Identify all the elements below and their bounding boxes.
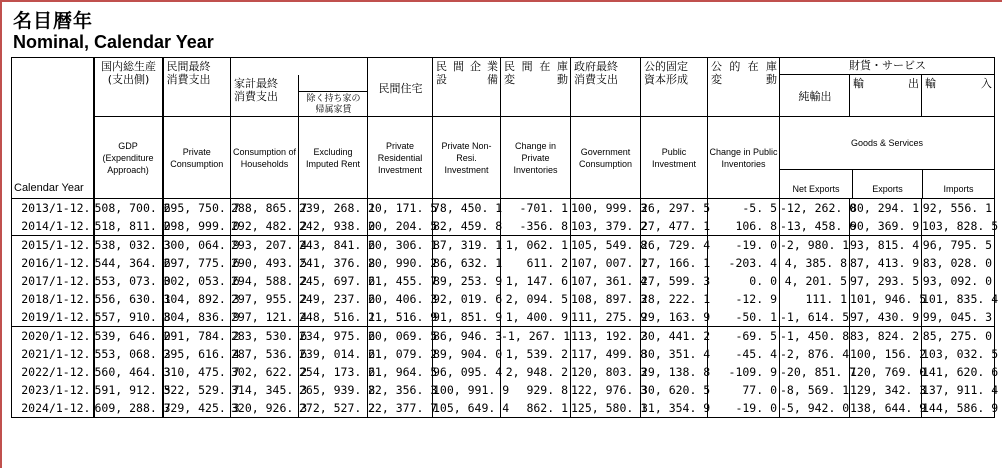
government-cell: 120, 803. 3 — [571, 365, 648, 379]
imports-cell: 99, 045. 3 — [922, 308, 995, 327]
nonresi-cell: 78, 450. 1 — [433, 199, 501, 218]
private-inventories-cell: 1, 147. 6 — [501, 272, 571, 290]
private-consumption-cell: 322, 529. 7 — [163, 383, 240, 397]
header-public-inventories-en: Change in Public Inventories — [708, 117, 780, 199]
nonresi-cell: 100, 991. 9 — [433, 383, 510, 397]
private-consumption-cell: 295, 616. 4 — [163, 347, 240, 361]
header-government-jp: 政府最終 消費支出 — [571, 58, 641, 117]
households-cell: 292, 482. 2 — [231, 217, 299, 236]
households-cell: 287, 536. 6 — [231, 347, 308, 361]
net-exports-cell: -13, 458. 6 — [780, 217, 850, 236]
government-cell: 107, 007. 1 — [571, 256, 648, 270]
private-inventories-cell: 862. 1 — [501, 399, 571, 418]
year-cell: 2017/1-12. — [12, 272, 94, 290]
public-inventories-cell: 77. 0 — [708, 381, 780, 399]
year-cell: 2013/1-12. — [12, 199, 94, 218]
table-row — [12, 199, 995, 218]
imports-cell: 103, 032. 5 — [922, 347, 999, 361]
residential-cell: 20, 069. 5 — [368, 327, 433, 346]
year-cell: 2020/1-12. — [12, 327, 94, 346]
public-inventories-cell: -19. 0 — [708, 236, 780, 255]
public-inventories-cell: 0. 0 — [708, 272, 780, 290]
government-cell: 122, 976. 3 — [571, 383, 648, 397]
nonresi-cell: 89, 253. 9 — [433, 274, 503, 288]
residential-cell: 21, 516. 9 — [368, 308, 433, 327]
table-row — [12, 363, 995, 381]
government-cell: 117, 499. 8 — [571, 347, 648, 361]
private-consumption-cell: 304, 836. 9 — [163, 308, 231, 327]
public-investment-cell: 27, 477. 1 — [641, 217, 708, 236]
private-inventories-cell: 1, 062. 1 — [501, 236, 571, 255]
private-consumption-cell: 298, 999. 0 — [163, 217, 231, 236]
households-cell: 293, 207. 4 — [231, 236, 299, 255]
nonresi-cell: 87, 319. 1 — [433, 236, 501, 255]
year-cell: 2023/1-12. — [12, 381, 94, 399]
government-cell: 100, 999. 3 — [571, 199, 641, 218]
nonresi-cell: 82, 459. 8 — [433, 217, 501, 236]
public-investment-cell: 30, 620. 5 — [641, 383, 711, 397]
private-inventories-cell: 2, 948. 2 — [501, 363, 571, 381]
exports-cell: 83, 824. 2 — [850, 327, 922, 346]
public-inventories-cell: -12. 9 — [708, 290, 780, 308]
net-exports-cell: -2, 876. 4 — [780, 347, 850, 361]
imports-cell: 83, 028. 0 — [922, 254, 995, 272]
net-exports-cell: -5, 942. 0 — [780, 399, 850, 418]
imports-cell: 101, 835. 4 — [922, 292, 999, 306]
header-public-investment-jp: 公的固定 資本形成 — [641, 58, 708, 117]
private-consumption-cell: 297, 775. 6 — [163, 256, 240, 270]
residential-cell: 20, 204. 5 — [368, 217, 433, 236]
gdp-cell: 508, 700. 6 — [94, 199, 163, 218]
net-exports-cell: -8, 569. 1 — [780, 383, 850, 397]
public-investment-cell: 30, 441. 2 — [641, 327, 708, 346]
private-consumption-cell: 329, 425. 3 — [163, 399, 231, 418]
government-cell: 113, 192. 2 — [571, 327, 641, 346]
header-goods-services-en: Goods & Services — [851, 138, 924, 148]
public-inventories-cell: -69. 5 — [708, 327, 780, 346]
imports-cell: 96, 795. 5 — [922, 236, 995, 255]
public-investment-cell: 27, 599. 3 — [641, 274, 711, 288]
nonresi-cell: 86, 632. 1 — [433, 256, 503, 270]
residential-cell: 20, 990. 2 — [368, 256, 438, 270]
excl-rent-cell: 239, 014. 6 — [299, 347, 376, 361]
header-private-inventories-en: Change in Private Inventories — [501, 117, 571, 199]
excl-rent-cell: 243, 841. 6 — [299, 236, 368, 255]
residential-cell: 20, 306. 1 — [368, 236, 433, 255]
exports-cell: 101, 946. 5 — [850, 292, 927, 306]
header-excl-rent-jp: 除く持ち家の 帰属家賃 — [299, 92, 368, 117]
header-public-inventories-jp: 公 的 在 庫 変 動 — [708, 58, 780, 117]
table-row — [12, 327, 995, 346]
private-inventories-cell: 1, 539. 2 — [501, 345, 571, 363]
exports-cell: 80, 294. 1 — [850, 199, 922, 218]
public-inventories-cell: -50. 1 — [708, 308, 780, 327]
exports-cell: 90, 369. 9 — [850, 217, 922, 236]
households-cell: 302, 622. 2 — [231, 365, 308, 379]
header-households-en: Consumption of Households — [231, 117, 299, 199]
header-public-investment-en: Public Investment — [641, 117, 708, 199]
public-inventories-cell: -19. 0 — [708, 399, 780, 418]
header-households-jp: 家計最終 消費支出 — [231, 75, 299, 117]
households-cell: 297, 955. 2 — [231, 292, 308, 306]
header-calendar-year: Calendar Year — [12, 58, 94, 199]
residential-cell: 21, 964. 5 — [368, 365, 438, 379]
private-inventories-cell: -1, 267. 1 — [501, 327, 571, 346]
households-cell: 294, 588. 2 — [231, 274, 308, 288]
public-investment-cell: 31, 354. 9 — [641, 399, 708, 418]
table-row — [12, 254, 995, 272]
exports-cell: 87, 413. 9 — [850, 254, 922, 272]
header-exports-en: Exports — [852, 169, 922, 198]
table-row — [12, 345, 995, 363]
government-cell: 111, 275. 9 — [571, 308, 641, 327]
government-cell: 125, 580. 1 — [571, 399, 641, 418]
gdp-cell: 556, 630. 1 — [94, 292, 171, 306]
public-inventories-cell: 106. 8 — [708, 217, 780, 236]
nonresi-cell: 91, 851. 9 — [433, 308, 501, 327]
private-consumption-cell: 291, 784. 2 — [163, 327, 231, 346]
public-investment-cell: 30, 351. 4 — [641, 347, 711, 361]
residential-cell: 21, 455. 7 — [368, 274, 438, 288]
net-exports-cell: 4, 385. 8 — [780, 254, 850, 272]
residential-cell: 21, 079. 2 — [368, 347, 438, 361]
households-cell: 283, 530. 6 — [231, 327, 299, 346]
header-residential-jp: 民間住宅 — [368, 58, 433, 117]
households-cell: 320, 926. 3 — [231, 399, 299, 418]
imports-cell: 144, 586. 9 — [922, 399, 995, 418]
excl-rent-cell: 272, 527. 2 — [299, 399, 368, 418]
year-cell: 2015/1-12. — [12, 236, 94, 255]
exports-cell: 100, 156. 2 — [850, 347, 927, 361]
public-inventories-cell: -5. 5 — [708, 199, 780, 218]
imports-cell: 103, 828. 5 — [922, 217, 995, 236]
nonresi-cell: 89, 904. 0 — [433, 347, 503, 361]
year-cell: 2018/1-12. — [12, 290, 94, 308]
public-investment-cell: 27, 166. 1 — [641, 256, 711, 270]
gdp-cell: 544, 364. 6 — [94, 256, 171, 270]
excl-rent-cell: 242, 938. 0 — [299, 217, 368, 236]
year-cell: 2024/1-12. — [12, 399, 94, 418]
imports-cell: 92, 556. 1 — [922, 199, 995, 218]
net-exports-cell: -20, 851. 7 — [780, 365, 857, 379]
government-cell: 108, 897. 3 — [571, 292, 648, 306]
public-inventories-cell: -45. 4 — [708, 345, 780, 363]
header-private-consumption-en: Private Consumption — [163, 117, 231, 199]
gdp-table — [11, 57, 999, 418]
net-exports-cell: 4, 201. 5 — [780, 272, 850, 290]
households-cell: 288, 865. 7 — [231, 199, 299, 218]
header-residential-en: Private Residential Investment — [368, 117, 433, 199]
exports-cell: 120, 769. 0 — [850, 365, 927, 379]
header-government-en: Government Consumption — [571, 117, 641, 199]
nonresi-cell: 92, 019. 6 — [433, 292, 503, 306]
table-row — [12, 290, 995, 308]
exports-cell: 93, 815. 4 — [850, 236, 922, 255]
table-row — [12, 236, 995, 255]
net-exports-cell: -1, 450. 8 — [780, 327, 850, 346]
table-row — [12, 272, 995, 290]
year-cell: 2019/1-12. — [12, 308, 94, 327]
year-cell: 2014/1-12. — [12, 217, 94, 236]
public-investment-cell: 29, 163. 9 — [641, 308, 708, 327]
public-investment-cell: 28, 222. 1 — [641, 292, 711, 306]
net-exports-cell: -1, 614. 5 — [780, 308, 850, 327]
private-consumption-cell: 304, 892. 3 — [163, 292, 240, 306]
table-row — [12, 217, 995, 236]
imports-cell: 141, 620. 6 — [922, 365, 999, 379]
header-excl-rent-spacer — [299, 75, 368, 92]
private-inventories-cell: 2, 094. 5 — [501, 290, 571, 308]
government-cell: 105, 549. 8 — [571, 236, 641, 255]
households-cell: 297, 121. 4 — [231, 308, 299, 327]
residential-cell: 22, 377. 7 — [368, 399, 433, 418]
nonresi-cell: 96, 095. 4 — [433, 365, 503, 379]
imports-cell: 93, 092. 0 — [922, 272, 995, 290]
header-exports-jp: 輸 出 — [850, 75, 922, 117]
nonresi-cell: 105, 649. 4 — [433, 399, 501, 418]
private-inventories-cell: 611. 2 — [501, 254, 571, 272]
public-investment-cell: 29, 138. 8 — [641, 365, 711, 379]
private-inventories-cell: 1, 400. 9 — [501, 308, 571, 327]
header-private-consumption-jp: 民間最終 消費支出 — [163, 58, 231, 117]
households-cell: 290, 493. 5 — [231, 256, 308, 270]
excl-rent-cell: 241, 376. 8 — [299, 256, 376, 270]
header-imports-en: Imports — [922, 169, 994, 198]
excl-rent-cell: 245, 697. 6 — [299, 274, 376, 288]
header-excl-rent-en: Excluding Imputed Rent — [299, 117, 368, 199]
gdp-cell: 591, 912. 5 — [94, 383, 171, 397]
year-cell: 2016/1-12. — [12, 254, 94, 272]
net-exports-cell: -12, 262. 0 — [780, 199, 850, 218]
header-nonresi-jp: 民 間 企 業 設 備 — [433, 58, 501, 117]
table-body — [12, 199, 999, 418]
nonresi-cell: 86, 946. 3 — [433, 327, 501, 346]
excl-rent-cell: 239, 268. 1 — [299, 199, 368, 218]
private-consumption-cell: 302, 053. 6 — [163, 274, 240, 288]
header-net-exports-en: Net Exports — [780, 169, 852, 198]
private-consumption-cell: 310, 475. 7 — [163, 365, 240, 379]
public-investment-cell: 26, 297. 5 — [641, 199, 708, 218]
public-inventories-cell: -203. 4 — [708, 254, 780, 272]
private-consumption-cell: 295, 750. 7 — [163, 199, 231, 218]
header-households-group — [231, 58, 368, 75]
excl-rent-cell: 254, 173. 6 — [299, 365, 376, 379]
header-gdp-jp: 国内総生産 (支出側) — [94, 58, 163, 117]
gdp-cell: 518, 811. 0 — [94, 217, 163, 236]
excl-rent-cell: 234, 975. 6 — [299, 327, 368, 346]
gdp-cell: 553, 068. 3 — [94, 347, 171, 361]
gdp-cell: 538, 032. 3 — [94, 236, 163, 255]
excl-rent-cell: 248, 516. 1 — [299, 308, 368, 327]
gdp-cell: 553, 073. 0 — [94, 274, 171, 288]
page-title-japanese: 名目暦年 — [13, 10, 94, 32]
header-gdp-en: GDP (Expenditure Approach) — [94, 117, 163, 199]
private-inventories-cell: -356. 8 — [501, 217, 571, 236]
table-row — [12, 381, 995, 399]
table-row — [12, 399, 995, 418]
households-cell: 314, 345. 3 — [231, 383, 308, 397]
page-title-english: Nominal, Calendar Year — [13, 32, 214, 52]
header-goods-services-jp: 財貨・サービス — [780, 58, 995, 75]
gdp-cell: 609, 288. 7 — [94, 399, 163, 418]
public-investment-cell: 26, 729. 4 — [641, 236, 708, 255]
exports-cell: 129, 342. 3 — [850, 383, 927, 397]
residential-cell: 20, 406. 3 — [368, 292, 438, 306]
gdp-cell: 560, 464. 3 — [94, 365, 171, 379]
header-net-exports-jp: 純輸出 — [780, 75, 850, 117]
net-exports-cell: 111. 1 — [780, 290, 850, 308]
excl-rent-cell: 249, 237. 6 — [299, 292, 376, 306]
header-nonresi-en: Private Non-Resi. Investment — [433, 117, 501, 199]
header-private-inventories-jp: 民 間 在 庫 変 動 — [501, 58, 571, 117]
table-row — [12, 308, 995, 327]
header-goods-services-en-group — [780, 117, 995, 199]
year-cell: 2021/1-12. — [12, 345, 94, 363]
imports-cell: 85, 275. 0 — [922, 327, 995, 346]
excl-rent-cell: 265, 939. 8 — [299, 383, 376, 397]
private-consumption-cell: 300, 064. 9 — [163, 236, 231, 255]
public-inventories-cell: -109. 9 — [708, 363, 780, 381]
residential-cell: 22, 356. 3 — [368, 383, 438, 397]
imports-cell: 137, 911. 4 — [922, 383, 999, 397]
private-inventories-cell: 929. 8 — [501, 381, 571, 399]
exports-cell: 97, 293. 5 — [850, 272, 922, 290]
gdp-cell: 539, 646. 0 — [94, 327, 163, 346]
residential-cell: 20, 171. 5 — [368, 199, 433, 218]
exports-cell: 138, 644. 9 — [850, 399, 922, 418]
net-exports-cell: -2, 980. 1 — [780, 236, 850, 255]
government-cell: 103, 379. 2 — [571, 217, 641, 236]
year-cell: 2022/1-12. — [12, 363, 94, 381]
exports-cell: 97, 430. 9 — [850, 308, 922, 327]
header-imports-jp: 輸 入 — [922, 75, 995, 117]
gdp-cell: 557, 910. 8 — [94, 308, 163, 327]
government-cell: 107, 361. 4 — [571, 274, 648, 288]
private-inventories-cell: -701. 1 — [501, 199, 571, 218]
